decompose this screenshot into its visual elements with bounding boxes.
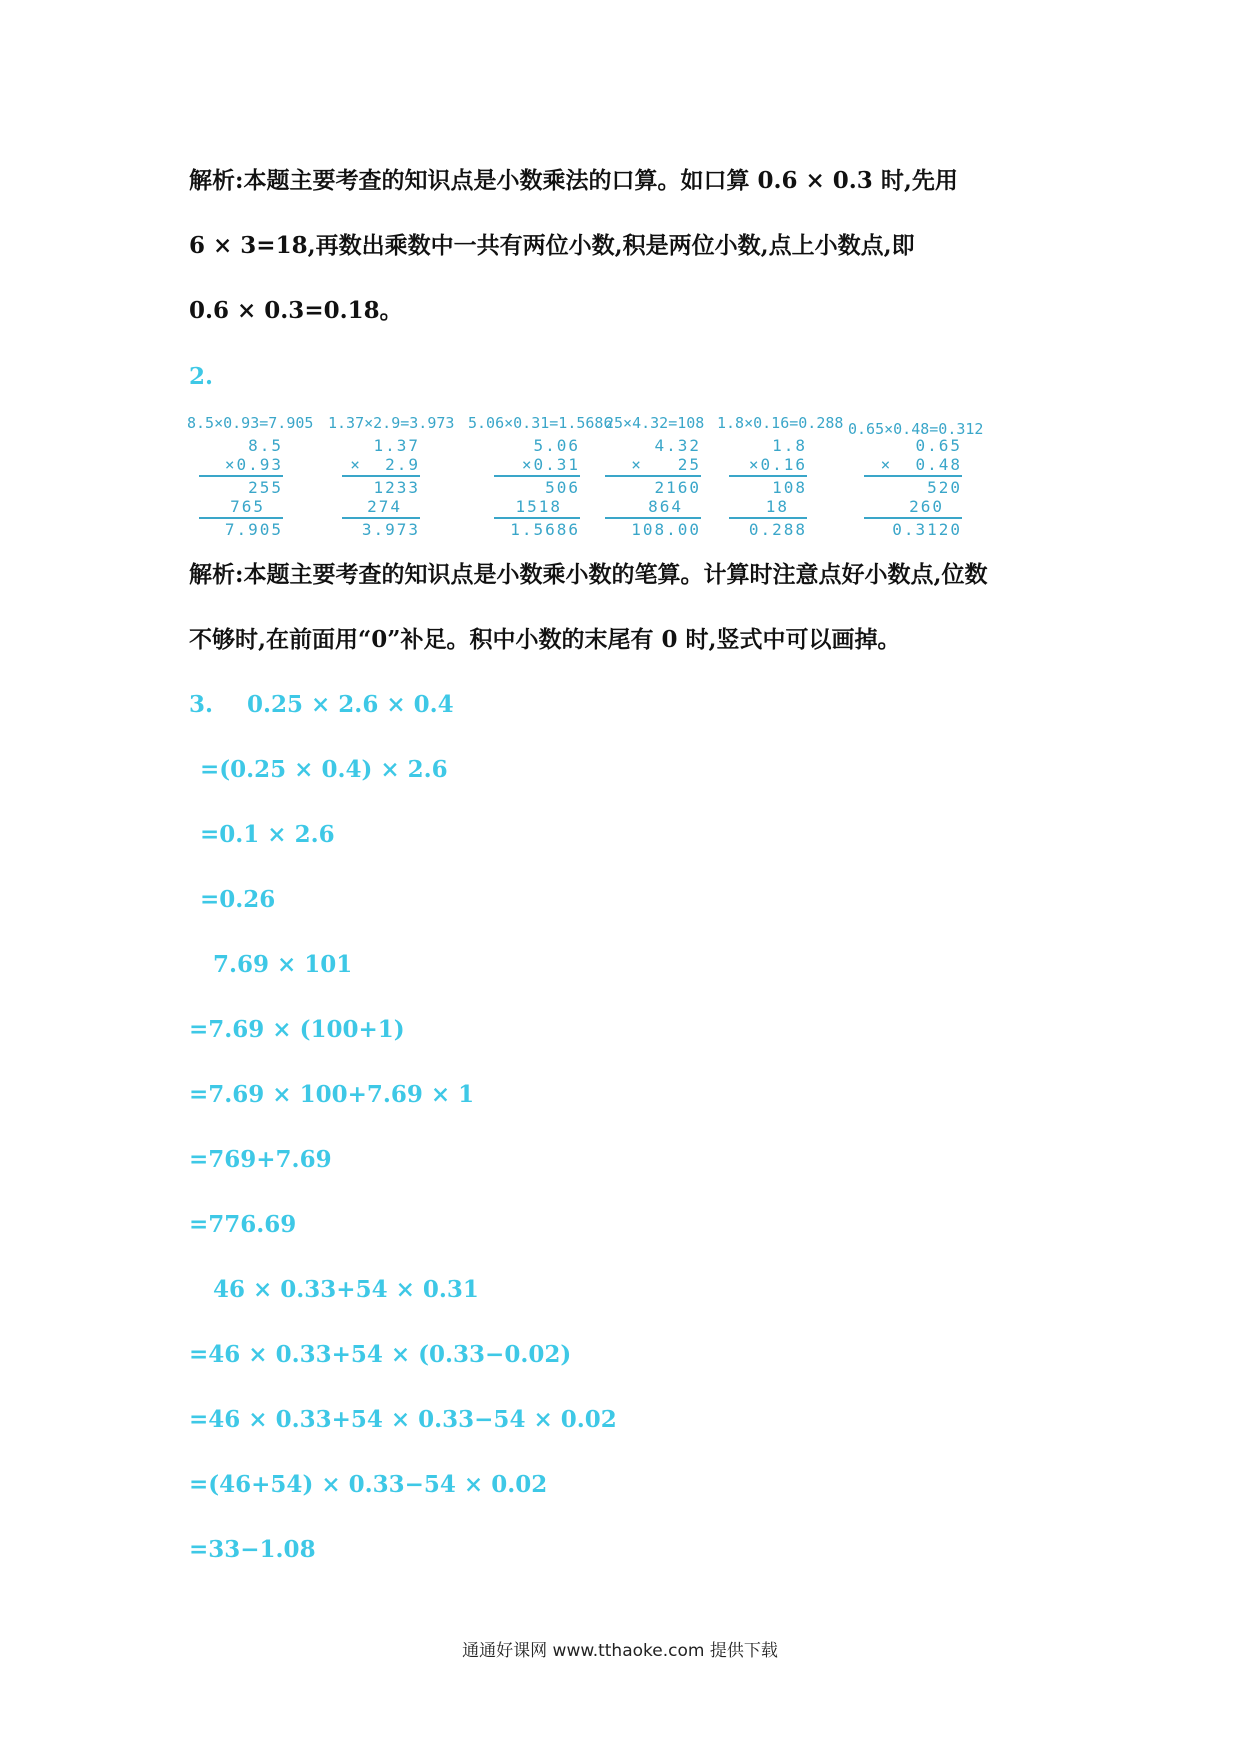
calc-equation: 1.37×2.9=3.973 [328, 414, 455, 432]
calc-row: 108 [772, 478, 807, 497]
calc-row: × 0.48 [880, 455, 962, 474]
q3-step: =46 × 0.33+54 × 0.33−54 × 0.02 [189, 1406, 617, 1433]
vertical-calc-4 [605, 414, 715, 544]
calc-equation: 0.65×0.48=0.312 [848, 420, 984, 438]
q3-label: 3. [189, 691, 214, 718]
vertical-calc-1 [187, 414, 314, 544]
calc-row: 4.32 [654, 436, 701, 455]
calc-row: 520 [927, 478, 962, 497]
calc-result: 3.973 [361, 520, 420, 539]
calc-row: 2160 [654, 478, 701, 497]
calc-row: 255 [248, 478, 283, 497]
calc-row: ×0.16 [748, 455, 807, 474]
q3-step: =7.69 × 100+7.69 × 1 [189, 1081, 475, 1108]
calc-row: × 25 [631, 455, 701, 474]
calc-result: 1.5686 [510, 520, 580, 539]
calc-result: 7.905 [224, 520, 283, 539]
calc-row: 260 [909, 497, 944, 516]
q3-step: 46 × 0.33+54 × 0.31 [213, 1276, 479, 1303]
calc-equation: 25×4.32=108 [605, 414, 705, 432]
q2-label: 2. [189, 363, 214, 390]
vertical-calc-6 [848, 414, 988, 544]
analysis1-line-3: 0.6 × 0.3=0.18。 [189, 297, 403, 324]
q3-step: =0.26 [200, 886, 276, 913]
q3-step: =46 × 0.33+54 × (0.33−0.02) [189, 1341, 572, 1368]
calc-row: 1.37 [373, 436, 420, 455]
calc-row: 18 [765, 497, 789, 516]
calc-row: 506 [545, 478, 580, 497]
analysis1-line-1: 解析:本题主要考查的知识点是小数乘法的口算。如口算 0.6 × 0.3 时,先用 [189, 167, 958, 194]
calc-row: ×0.93 [224, 455, 283, 474]
analysis2-line-2: 不够时,在前面用“0”补足。积中小数的末尾有 0 时,竖式中可以画掉。 [189, 626, 901, 653]
calc-row: 1233 [373, 478, 420, 497]
calc-row: 5.06 [533, 436, 580, 455]
calc-result: 0.288 [748, 520, 807, 539]
vertical-calc-5 [717, 414, 844, 544]
calc-row: 765 [230, 497, 265, 516]
calc-row: 0.65 [915, 436, 962, 455]
calc-row: × 2.9 [350, 455, 420, 474]
calc-equation: 1.8×0.16=0.288 [717, 414, 844, 432]
q3-step: =769+7.69 [189, 1146, 332, 1173]
calc-row: 864 [648, 497, 683, 516]
q3-step: =(0.25 × 0.4) × 2.6 [200, 756, 448, 783]
analysis2-line-1: 解析:本题主要考查的知识点是小数乘小数的笔算。计算时注意点好小数点,位数 [189, 561, 988, 588]
calc-row: 1.8 [772, 436, 807, 455]
calc-equation: 8.5×0.93=7.905 [187, 414, 314, 432]
vertical-calc-3 [468, 414, 613, 544]
q3-step: =776.69 [189, 1211, 297, 1238]
calc-result: 108.00 [631, 520, 701, 539]
q3-step: =7.69 × (100+1) [189, 1016, 405, 1043]
q3-step: 7.69 × 101 [213, 951, 353, 978]
q3-step: =(46+54) × 0.33−54 × 0.02 [189, 1471, 548, 1498]
calc-result: 0.3120 [892, 520, 962, 539]
footer-watermark: 通通好课网 www.tthaoke.com 提供下载 [462, 1641, 778, 1661]
q3-step: 0.25 × 2.6 × 0.4 [247, 691, 454, 718]
calc-row: ×0.31 [521, 455, 580, 474]
vertical-calc-2 [328, 414, 455, 544]
calc-row: 274 [367, 497, 402, 516]
q3-step: =33−1.08 [189, 1536, 316, 1563]
analysis1-line-2: 6 × 3=18,再数出乘数中一共有两位小数,积是两位小数,点上小数点,即 [189, 232, 915, 259]
calc-row: 1518 [515, 497, 562, 516]
calc-equation: 5.06×0.31=1.5686 [468, 414, 613, 432]
q3-step: =0.1 × 2.6 [200, 821, 335, 848]
calc-row: 8.5 [248, 436, 283, 455]
